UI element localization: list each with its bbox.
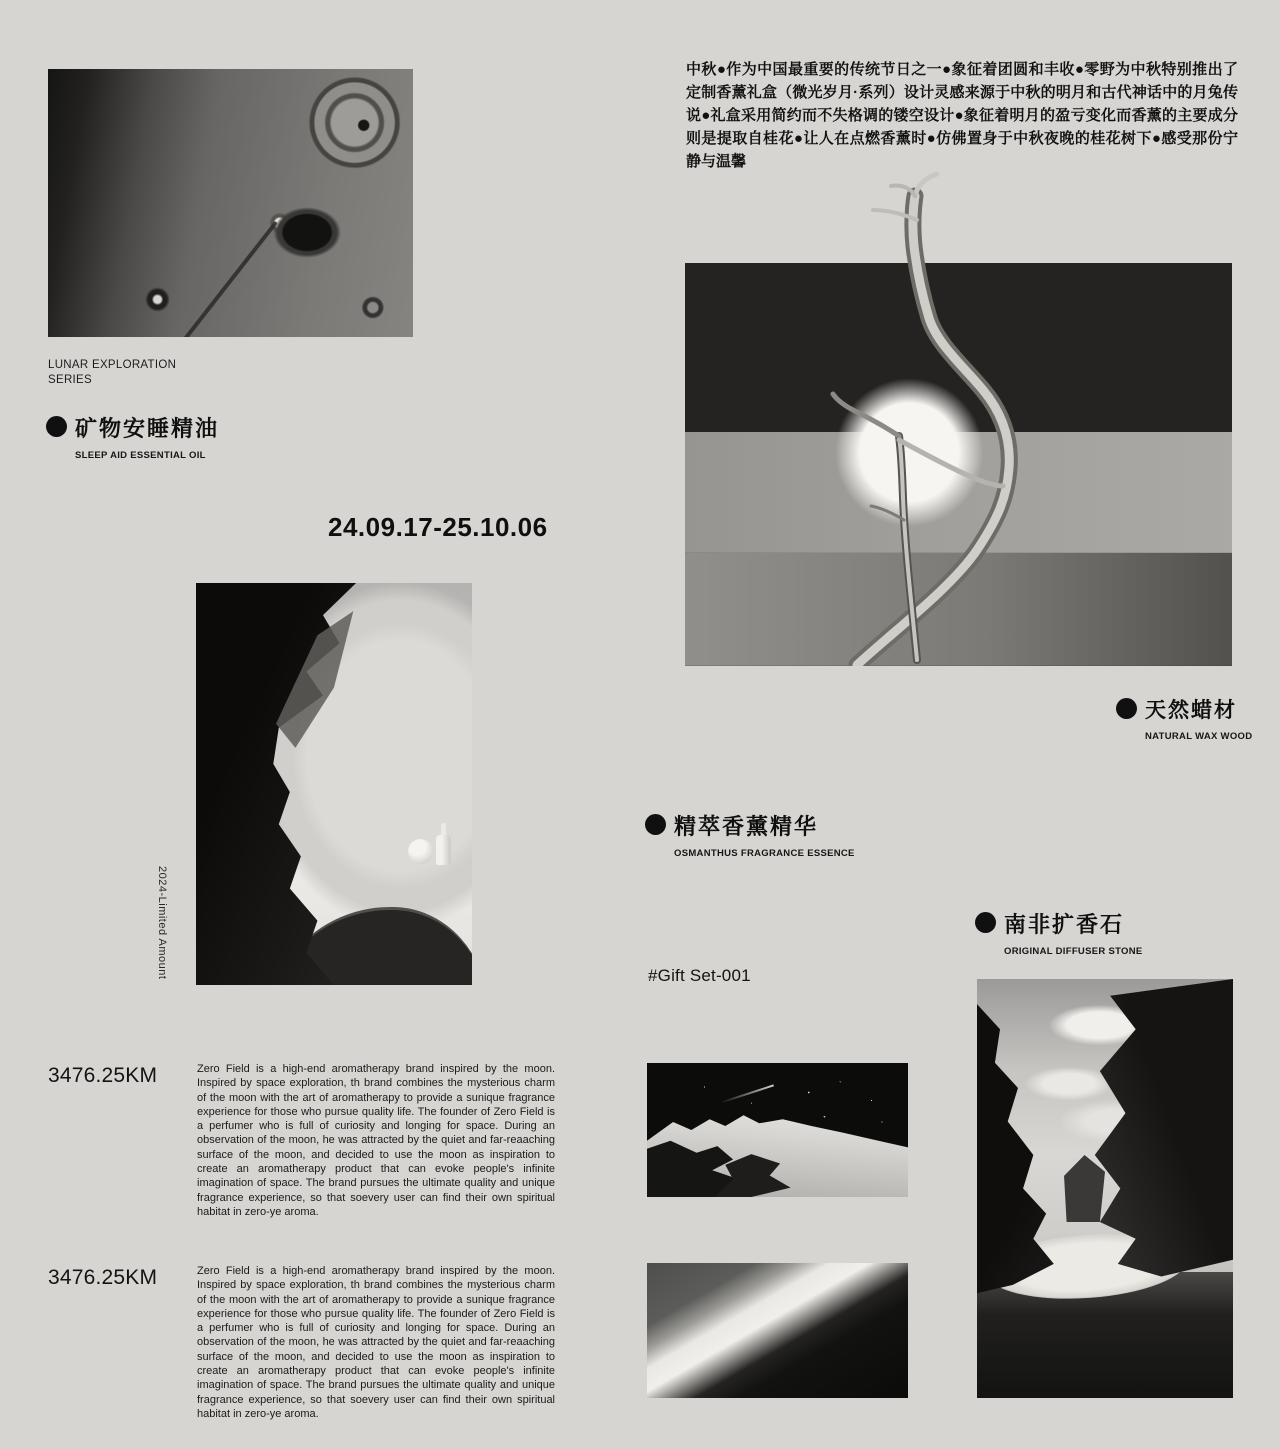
bullet-icon [46,416,67,437]
cave-still-life-photo [196,583,472,985]
product-label-fragrance-essence [645,810,855,859]
product-label-diffuser-stone [975,908,1143,957]
product-subtitle: ORIGINAL DIFFUSER STONE [1004,946,1143,957]
product-name: 精萃香薰精华 [674,814,819,839]
gift-set-tag: #Gift Set-001 [648,966,751,985]
product-name: 天然蜡材 [1145,699,1237,722]
distance-value: 3476.25KM [48,1266,158,1289]
limited-amount-label: 2024-Limited Amount [156,866,168,980]
series-label-line1: LUNAR EXPLORATION [48,359,177,371]
product-subtitle: OSMANTHUS FRAGRANCE ESSENCE [674,848,855,859]
coastal-rocks-photo [977,979,1233,1398]
series-label [48,358,176,388]
driftwood-sea-photo [685,263,1232,666]
release-date-range: 24.09.17-25.10.06 [328,512,548,542]
moon-rille-line [170,221,278,337]
product-label-wax-wood [1116,694,1252,742]
sphere-vase [408,839,433,864]
snowy-terrain-photo [647,1063,908,1197]
shooting-star-streak [720,1084,774,1103]
product-subtitle: SLEEP AID ESSENTIAL OIL [75,450,206,461]
bullet-icon [645,814,666,835]
bullet-icon [975,912,996,933]
brand-paragraph: Zero Field is a high-end aromatherapy brand inspired by the moon. Inspired by space exploration, th brand combines the mysterious charm of the moon with the art of aromatherapy to provide a sunique fragrance experience for those who pursue quality life. The founder of Zero Field is a perfumer who is full of curiosity and longing for space. During an observation of the moon, he was attracted by the quiet and far-reaaching surface of the moon, and decided to use the moon as inspiration to create an aromatherapy product that can evoke people's infinite imagination of space. The brand pursues the ultimate quality and unique fragrance experience, so that soevery user can find their own spiritual habitat in zero-ye aroma. [197,1265,555,1420]
distance-value: 3476.25KM [48,1064,158,1087]
product-label-sleep-oil [46,412,219,461]
product-name: 矿物安睡精油 [75,416,220,441]
moon-surface-photo [48,69,413,337]
beach-wave-photo [647,1263,908,1398]
intro-paragraph: 中秋●作为中国最重要的传统节日之一●象征着团圆和丰收●零野为中秋特别推出了定制香薰礼盒（微光岁月·系列）设计灵感来源于中秋的明月和古代神话中的月兔传说●礼盒采用简约而不失格调的镂空设计●象征着明月的盈亏变化而香薰的主要成分则是提取自桂花●让人在点燃香薰时●仿佛置身于中秋夜晚的桂花树下●感受那份宁静与温馨 [686,61,1238,170]
bottle-vase [436,835,451,865]
brand-paragraph: Zero Field is a high-end aromatherapy brand inspired by the moon. Inspired by space exploration, th brand combines the mysterious charm of the moon with the art of aromatherapy to provide a sunique fragrance experience for those who pursue quality life. The founder of Zero Field is a perfumer who is full of curiosity and longing for space. During an observation of the moon, he was attracted by the quiet and far-reaaching surface of the moon, and decided to use the moon as inspiration to create an aromatherapy product that can evoke people's infinite imagination of space. The brand pursues the ultimate quality and unique fragrance experience, so that soevery user can find their own spiritual habitat in zero-ye aroma. [197,1063,555,1218]
bullet-icon [1116,698,1137,719]
product-name: 南非扩香石 [1004,912,1125,937]
series-label-line2: SERIES [48,374,92,386]
product-subtitle: NATURAL WAX WOOD [1145,731,1253,742]
